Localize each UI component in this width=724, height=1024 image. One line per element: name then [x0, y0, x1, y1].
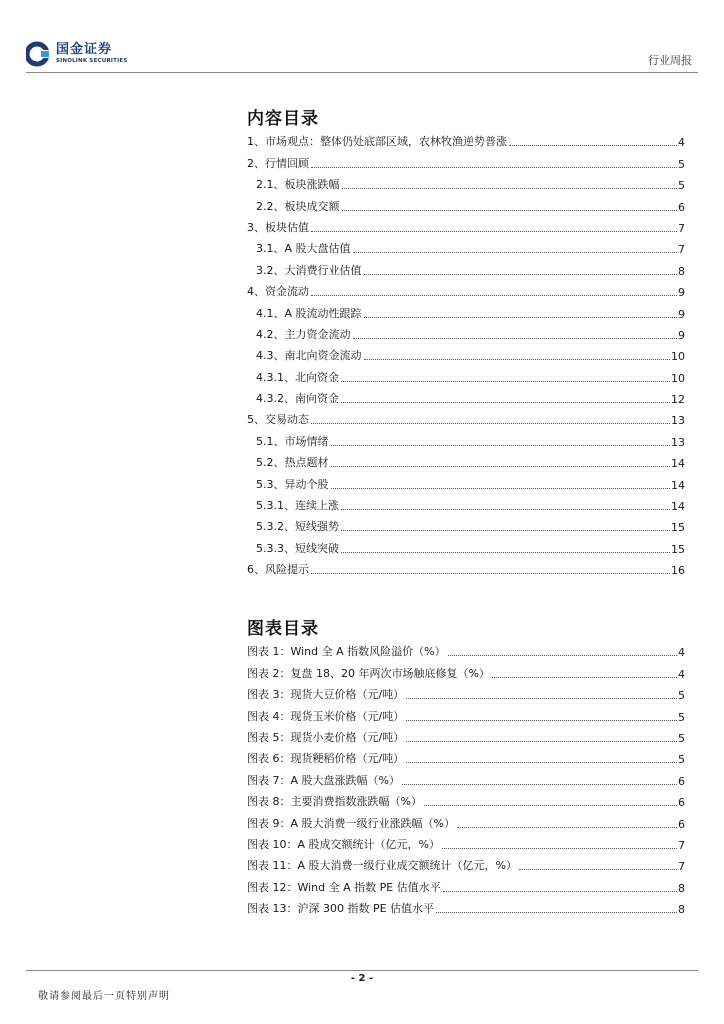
dot-leader	[341, 529, 670, 531]
logo-english-name: SINOLINK SECURITIES	[56, 58, 128, 65]
dot-leader	[406, 740, 677, 742]
toc-entry[interactable]	[247, 299, 685, 320]
toc-entry-page: 5	[678, 710, 685, 724]
toc-entry-page: 5	[678, 179, 685, 193]
toc-entry-page: 8	[678, 903, 685, 917]
toc-entry-page: 15	[671, 542, 685, 556]
dot-leader	[311, 294, 677, 296]
toc-entry-page: 10	[671, 350, 685, 364]
sinolink-logo-icon	[26, 41, 52, 67]
dot-leader	[509, 144, 677, 146]
toc-entry-title: 图表 13：沪深 300 指数 PE 估值水平	[247, 902, 435, 916]
toc-entry-title: 4、资金流动	[247, 285, 309, 299]
toc-entry[interactable]	[247, 513, 685, 534]
dot-leader	[364, 316, 677, 318]
toc-entry-page: 5	[678, 689, 685, 703]
toc-entry-page: 9	[678, 307, 685, 321]
toc-entry[interactable]	[247, 363, 685, 384]
figures-title: 图表目录	[247, 619, 319, 639]
toc-entry-title: 图表 2：复盘 18、20 年两次市场触底修复（%）	[247, 666, 490, 680]
toc-entry-page: 8	[678, 264, 685, 278]
toc-entry-page: 13	[671, 414, 685, 428]
toc-entry-page: 5	[678, 731, 685, 745]
dot-leader	[448, 654, 677, 656]
toc-entry-title: 4.1、A 股流动性跟踪	[256, 306, 362, 320]
toc-entry[interactable]	[247, 192, 685, 213]
toc-entry-page: 7	[678, 243, 685, 257]
header-divider	[26, 72, 698, 73]
toc-entry[interactable]	[247, 788, 685, 809]
toc-entry-title: 图表 12：Wind 全 A 指数 PE 估值水平	[247, 880, 441, 894]
toc-entry-title: 图表 3：现货大豆价格（元/吨）	[247, 688, 405, 702]
toc-entry-page: 15	[671, 521, 685, 535]
toc-entry-title: 5、交易动态	[247, 413, 309, 427]
toc-entry-page: 7	[678, 221, 685, 235]
toc-entry-title: 5.3.1、连续上涨	[256, 499, 339, 513]
dot-leader	[341, 401, 670, 403]
toc-entry-title: 2、行情回顾	[247, 156, 309, 170]
toc-entry-page: 4	[678, 646, 685, 660]
dot-leader	[406, 719, 677, 721]
dot-leader	[311, 230, 677, 232]
dot-leader	[341, 551, 670, 553]
report-type: 行业周报	[648, 54, 692, 67]
toc-entry-title: 3.1、A 股大盘估值	[256, 242, 351, 256]
toc-entry[interactable]	[247, 235, 685, 256]
toc-entry-title: 5.3.2、短线强势	[256, 520, 339, 534]
toc-entry-title: 图表 7：A 股大盘涨跌幅（%）	[247, 773, 400, 787]
toc-entry[interactable]	[247, 278, 685, 299]
toc-entry-title: 4.3.1、北向资金	[256, 370, 339, 384]
dot-leader	[406, 697, 677, 699]
toc-entry[interactable]	[247, 128, 685, 149]
toc-entry[interactable]	[247, 149, 685, 170]
logo-chinese-name: 国金证券	[56, 42, 113, 58]
toc-entry[interactable]	[247, 171, 685, 192]
toc-entry-title: 图表 4：现货玉米价格（元/吨）	[247, 709, 405, 723]
toc-entry-title: 4.3.2、南向资金	[256, 392, 339, 406]
dot-leader	[364, 358, 671, 360]
toc-entry[interactable]	[247, 534, 685, 555]
toc-entry-page: 14	[671, 478, 685, 492]
footer-divider	[26, 970, 698, 971]
toc-entry-page: 13	[671, 435, 685, 449]
page-number: - 2 -	[350, 973, 374, 984]
toc-entry-page: 7	[678, 838, 685, 852]
contents-title: 内容目录	[247, 109, 319, 129]
dot-leader	[353, 337, 678, 339]
dot-leader	[311, 572, 670, 574]
toc-entry[interactable]	[247, 427, 685, 448]
dot-leader	[341, 508, 670, 510]
dot-leader	[492, 676, 677, 678]
dot-leader	[342, 187, 678, 189]
toc-entry-page: 5	[678, 753, 685, 767]
toc-entry-page: 10	[671, 371, 685, 385]
toc-entry[interactable]	[247, 449, 685, 470]
toc-entry-page: 8	[678, 881, 685, 895]
toc-entry-page: 14	[671, 457, 685, 471]
toc-entry-page: 6	[678, 200, 685, 214]
dot-leader	[331, 444, 671, 446]
page-header	[0, 0, 724, 80]
toc-entry-title: 5.3、异动个股	[256, 477, 329, 491]
toc-entry[interactable]	[247, 873, 685, 894]
toc-entry[interactable]	[247, 406, 685, 427]
toc-entry[interactable]	[247, 556, 685, 577]
dot-leader	[443, 890, 677, 892]
toc-entry-title: 图表 9：A 股大消费一级行业涨跌幅（%）	[247, 816, 455, 830]
toc-entry[interactable]	[247, 852, 685, 873]
toc-entry[interactable]	[247, 702, 685, 723]
toc-entry[interactable]	[247, 214, 685, 235]
toc-entry-title: 图表 5：现货小麦价格（元/吨）	[247, 730, 405, 744]
toc-entry[interactable]	[247, 342, 685, 363]
dot-leader	[442, 847, 677, 849]
toc-entry-title: 5.2、热点题材	[256, 456, 329, 470]
toc-entry[interactable]	[247, 638, 685, 659]
toc-entry-title: 1、市场观点：整体仍处底部区域，农林牧渔逆势普涨	[247, 135, 507, 149]
toc-entry[interactable]	[247, 681, 685, 702]
toc-entry-title: 图表 1：Wind 全 A 指数风险溢价（%）	[247, 645, 446, 659]
toc-entry[interactable]	[247, 385, 685, 406]
dot-leader	[341, 380, 670, 382]
dot-leader	[331, 487, 671, 489]
toc-entry-title: 图表 6：现货粳稻价格（元/吨）	[247, 752, 405, 766]
company-logo	[26, 41, 127, 67]
toc-entry[interactable]	[247, 745, 685, 766]
toc-entry[interactable]	[247, 659, 685, 680]
toc-entry[interactable]	[247, 895, 685, 916]
toc-entry-title: 5.1、市场情绪	[256, 434, 329, 448]
toc-entry-title: 4.3、南北向资金流动	[256, 349, 362, 363]
toc-entry-title: 图表 11：A 股大消费一级行业成交额统计（亿元，%）	[247, 859, 517, 873]
toc-entry-title: 图表 8：主要消费指数涨跌幅（%）	[247, 795, 422, 809]
toc-entry-title: 4.2、主力资金流动	[256, 327, 351, 341]
dot-leader	[311, 166, 677, 168]
toc-entry-page: 9	[678, 328, 685, 342]
toc-entry-title: 2.1、板块涨跌幅	[256, 178, 340, 192]
dot-leader	[311, 422, 670, 424]
dot-leader	[519, 868, 677, 870]
dot-leader	[353, 251, 677, 253]
toc-entry[interactable]	[247, 766, 685, 787]
toc-entry-title: 6、风险提示	[247, 563, 309, 577]
toc-entry-title: 图表 10：A 股成交额统计（亿元，%）	[247, 837, 440, 851]
dot-leader	[331, 465, 671, 467]
toc-entry-page: 6	[678, 774, 685, 788]
toc-entry[interactable]	[247, 492, 685, 513]
toc-entry[interactable]	[247, 724, 685, 745]
toc-entry-page: 12	[671, 393, 685, 407]
toc-entry[interactable]	[247, 321, 685, 342]
dot-leader	[342, 209, 678, 211]
toc-entry-page: 6	[678, 796, 685, 810]
dot-leader	[457, 826, 677, 828]
toc-entry-page: 9	[678, 286, 685, 300]
disclaimer-text: 敬请参阅最后一页特别声明	[38, 991, 170, 1002]
toc-entry-title: 3、板块估值	[247, 220, 309, 234]
dot-leader	[436, 911, 677, 913]
dot-leader	[406, 761, 677, 763]
toc-entry-page: 7	[678, 860, 685, 874]
toc-entry-page: 5	[678, 157, 685, 171]
figures-list	[247, 638, 685, 916]
toc-entry-page: 4	[678, 667, 685, 681]
toc-entry-page: 14	[671, 500, 685, 514]
toc-entry-title: 2.2、板块成交额	[256, 199, 340, 213]
toc-entry-page: 16	[671, 564, 685, 578]
dot-leader	[424, 804, 677, 806]
dot-leader	[402, 783, 677, 785]
toc-entry[interactable]	[247, 470, 685, 491]
dot-leader	[364, 273, 678, 275]
toc-entry-title: 3.2、大消费行业估值	[256, 263, 362, 277]
toc-entry-page: 4	[678, 136, 685, 150]
contents-list	[247, 128, 685, 577]
toc-entry-page: 6	[678, 817, 685, 831]
toc-entry[interactable]	[247, 256, 685, 277]
toc-entry[interactable]	[247, 831, 685, 852]
toc-entry-title: 5.3.3、短线突破	[256, 541, 339, 555]
toc-entry[interactable]	[247, 809, 685, 830]
